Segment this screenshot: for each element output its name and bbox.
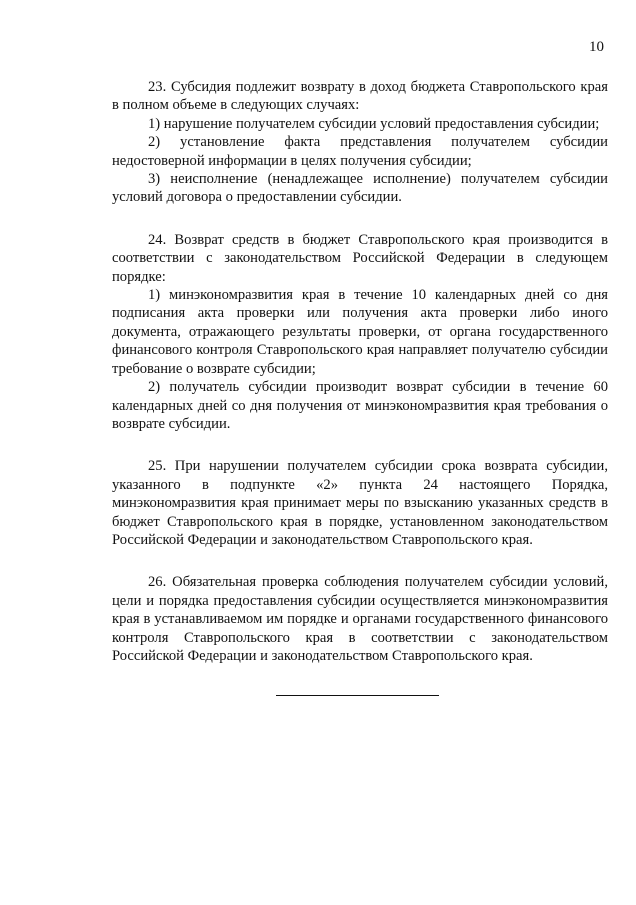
- paragraph: 1) минэкономразвития края в течение 10 календарных дней со дня подписания акта проверки или получения акта проверки либо иного документа, отражающего результаты проверки, от органа государственного финансового контроля Ставропольского края направляет получателю субсидии требование о возврате субсидии;: [112, 287, 608, 377]
- paragraph: 26. Обязательная проверка соблюдения получателем субсидии условий, цели и порядка предоставления субсидии осуществляется минэкономразвития края в устанавливаемом им порядке и органами государственного финансового контроля Ставропольского края в соответствии с законодательством Российской Федерации и законодательством Ставропольского края.: [112, 574, 608, 664]
- paragraph: 23. Субсидия подлежит возврату в доход бюджета Ставропольского края в полном объеме в следующих случаях:: [112, 79, 608, 114]
- paragraph: 1) нарушение получателем субсидии условий предоставления субсидии;: [148, 115, 600, 132]
- paragraph: 25. При нарушении получателем субсидии срока возврата субсидии, указанного в подпункте «2» пункта 24 настоящего Порядка, минэкономразвития края принимает меры по взысканию указанных средств в бюджет Ставропольского края в порядке, установленном законодательством Российской Федерации и законодательством Ставропольского края.: [112, 458, 608, 548]
- paragraph: 3) неисполнение (ненадлежащее исполнение) получателем субсидии условий договора о предоставлении субсидии.: [112, 171, 608, 206]
- page-number: 10: [589, 39, 604, 55]
- paragraph: 2) установление факта представления получателем субсидии недостоверной информации в целях получения субсидии;: [112, 134, 608, 169]
- paragraph: 24. Возврат средств в бюджет Ставропольского края производится в соответствии с законодательством Российской Федерации в следующем порядке:: [112, 231, 608, 285]
- section-24: [112, 231, 608, 433]
- section-25: [112, 457, 608, 549]
- section-23: [112, 78, 608, 207]
- section-26: [112, 573, 608, 665]
- end-divider-line: [276, 695, 439, 696]
- document-body: [112, 78, 608, 689]
- paragraph: 2) получатель субсидии производит возврат субсидии в течение 60 календарных дней со дня получения от минэкономразвития края требования о возврате субсидии.: [112, 379, 608, 432]
